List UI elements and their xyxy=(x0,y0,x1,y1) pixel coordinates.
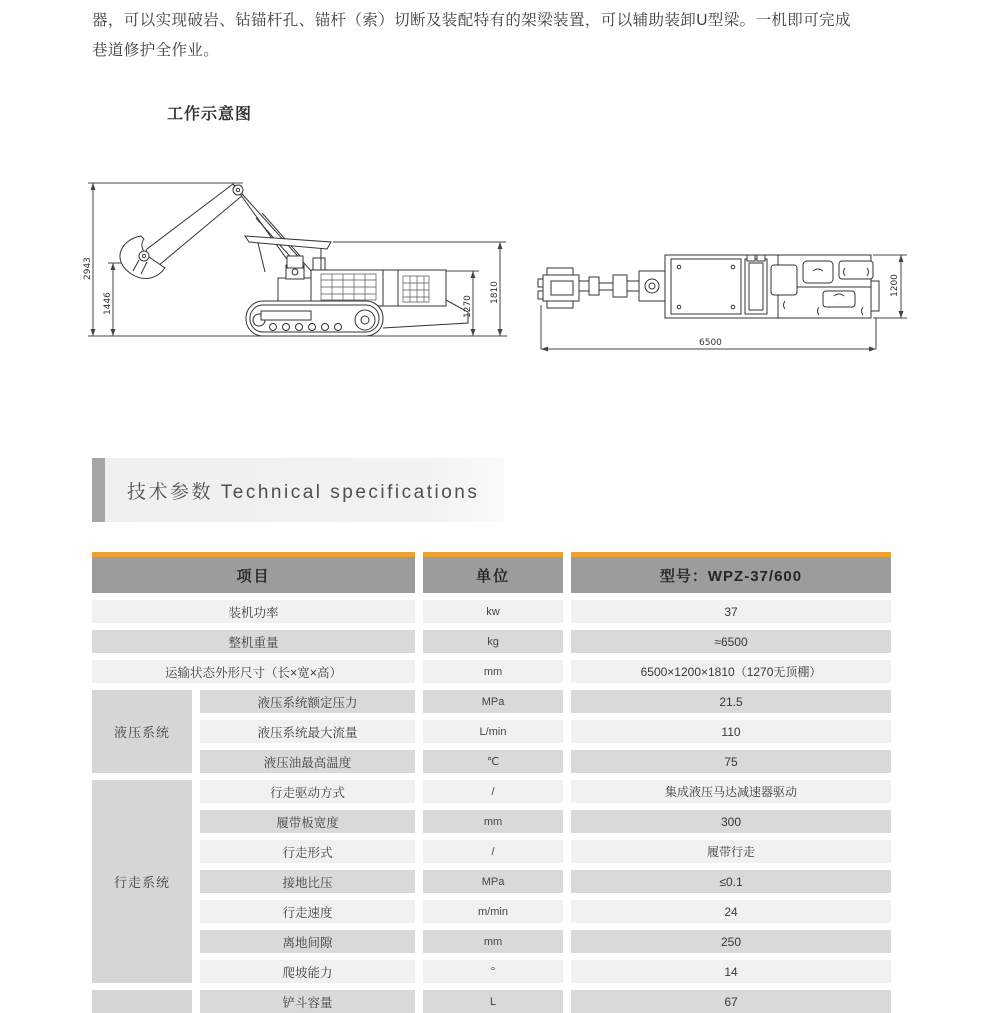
item-cell: 液压系统最大流量 xyxy=(200,720,415,743)
unit-cell: mm xyxy=(423,810,563,833)
dim-side-body-height: 1270 xyxy=(463,295,473,318)
unit-cell: kw xyxy=(423,600,563,623)
item-cell: 行走驱动方式 xyxy=(200,780,415,803)
group-cell xyxy=(92,990,192,1013)
dim-side-lower-height: 1446 xyxy=(103,292,113,315)
column-header-model: 型号：WPZ-37/600 xyxy=(571,552,891,593)
machine-side-view-drawing xyxy=(83,170,515,372)
value-cell: 67 xyxy=(571,990,891,1013)
value-cell: 37 xyxy=(571,600,891,623)
value-cell: 6500×1200×1810（1270无顶棚） xyxy=(571,660,891,683)
section-accent-bar xyxy=(92,458,105,522)
item-cell: 履带板宽度 xyxy=(200,810,415,833)
item-cell: 装机功率 xyxy=(92,600,415,623)
unit-cell: kg xyxy=(423,630,563,653)
intro-paragraph xyxy=(92,6,922,66)
value-cell: 履带行走 xyxy=(571,840,891,863)
unit-cell: / xyxy=(423,780,563,803)
unit-cell: mm xyxy=(423,660,563,683)
column-header-item: 项目 xyxy=(92,552,415,593)
unit-cell: MPa xyxy=(423,870,563,893)
dim-top-width: 1200 xyxy=(890,274,900,297)
spec-table-header xyxy=(92,552,891,593)
item-cell: 离地间隙 xyxy=(200,930,415,953)
unit-cell: ℃ xyxy=(423,750,563,773)
item-cell: 行走形式 xyxy=(200,840,415,863)
item-cell: 运输状态外形尺寸（长×宽×高） xyxy=(92,660,415,683)
value-cell: 110 xyxy=(571,720,891,743)
value-cell: 250 xyxy=(571,930,891,953)
item-cell: 爬坡能力 xyxy=(200,960,415,983)
value-cell: 14 xyxy=(571,960,891,983)
item-cell: 铲斗容量 xyxy=(200,990,415,1013)
seat xyxy=(287,256,303,268)
unit-cell: L/min xyxy=(423,720,563,743)
linkage-arm xyxy=(579,271,665,301)
intro-line-1: 器，可以实现破岩、钻锚杆孔、锚杆（索）切断及装配特有的架梁装置，可以辅助装卸U型梁。一机即可完成 xyxy=(92,12,851,29)
item-cell: 行走速度 xyxy=(200,900,415,923)
value-cell: 300 xyxy=(571,810,891,833)
intro-line-2: 巷道修护全作业。 xyxy=(92,42,220,59)
value-cell: ≈6500 xyxy=(571,630,891,653)
dim-side-canopy-height: 1810 xyxy=(490,281,500,304)
working-diagram-title: 工作示意图 xyxy=(167,106,253,123)
column-header-unit: 单位 xyxy=(423,552,563,593)
unit-cell: ° xyxy=(423,960,563,983)
value-cell: 集成液压马达减速器驱动 xyxy=(571,780,891,803)
item-cell: 接地比压 xyxy=(200,870,415,893)
unit-cell: mm xyxy=(423,930,563,953)
unit-cell: / xyxy=(423,840,563,863)
grille-left xyxy=(321,274,376,300)
value-cell: 24 xyxy=(571,900,891,923)
drill-head xyxy=(538,268,579,308)
group-cell: 行走系统 xyxy=(92,780,192,983)
unit-cell: L xyxy=(423,990,563,1013)
unit-cell: m/min xyxy=(423,900,563,923)
boom-arm-upper xyxy=(141,184,243,266)
specs-section-header xyxy=(92,458,504,522)
crawler-track xyxy=(246,301,383,336)
item-cell: 液压系统额定压力 xyxy=(200,690,415,713)
value-cell: 21.5 xyxy=(571,690,891,713)
dim-side-total-height: 2943 xyxy=(83,257,93,280)
grille-right xyxy=(403,276,429,302)
item-cell: 整机重量 xyxy=(92,630,415,653)
item-cell: 液压油最高温度 xyxy=(200,750,415,773)
group-cell: 液压系统 xyxy=(92,690,192,773)
machine-top-view-drawing xyxy=(523,243,918,365)
spec-table-rows xyxy=(92,600,891,1013)
specs-section-title: 技术参数 Technical specifications xyxy=(127,481,480,503)
dim-top-length: 6500 xyxy=(699,338,722,348)
value-cell: ≤0.1 xyxy=(571,870,891,893)
unit-cell: MPa xyxy=(423,690,563,713)
value-cell: 75 xyxy=(571,750,891,773)
